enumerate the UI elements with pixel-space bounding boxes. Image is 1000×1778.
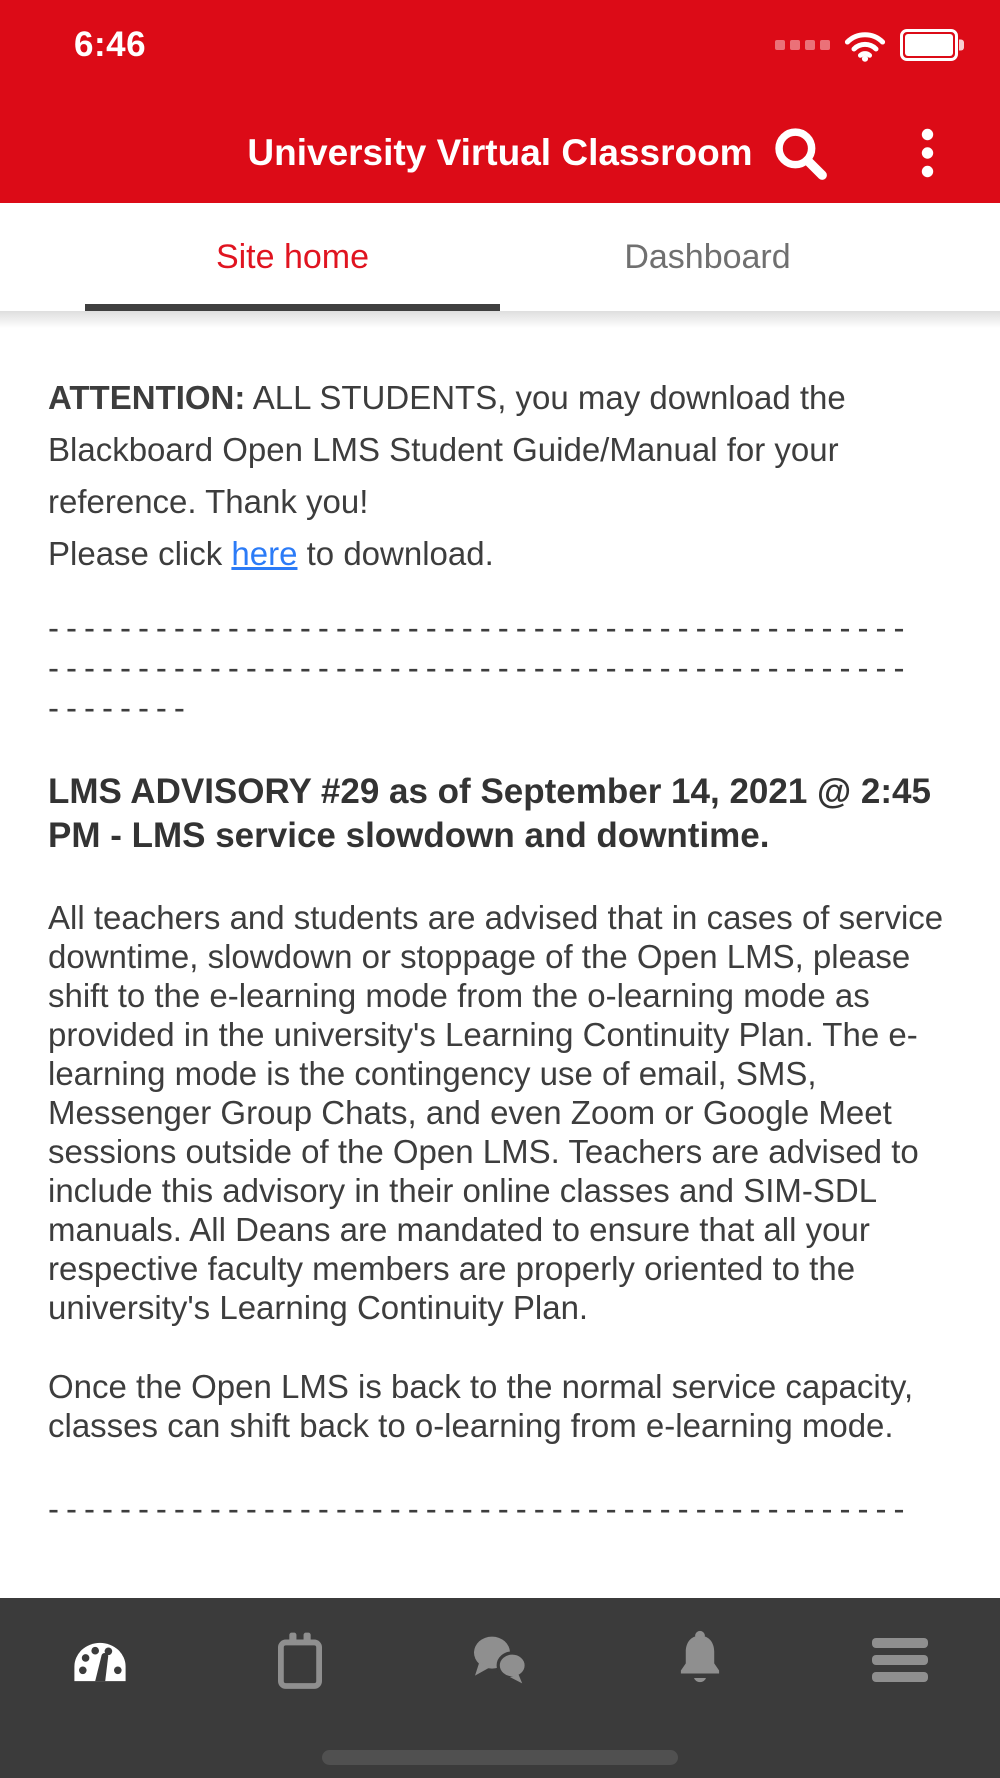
search-button[interactable] <box>762 115 838 191</box>
search-icon <box>769 122 831 184</box>
bottom-nav-row <box>0 1598 1000 1692</box>
tab-dashboard[interactable] <box>500 203 915 311</box>
advisory-heading: LMS ADVISORY #29 as of September 14, 2021 @ 2:45 PM - LMS service slowdown and downtime. <box>48 772 931 855</box>
page-title: University Virtual Classroom <box>247 132 753 173</box>
bell-icon <box>673 1630 727 1690</box>
kebab-menu-icon <box>921 128 934 178</box>
nav-messages-button[interactable] <box>400 1628 600 1692</box>
attention-paragraph: ATTENTION: ALL STUDENTS, you may download the Blackboard Open LMS Student Guide/Manual for your reference. Thank you! Please click here to download. <box>48 379 846 572</box>
tab-site-home[interactable] <box>85 203 500 311</box>
status-bar <box>0 22 1000 68</box>
divider-dashes-bottom: ------------------------------------------------ <box>48 1490 912 1527</box>
tab-site-home-label: Site home <box>215 237 370 276</box>
hamburger-menu-icon <box>872 1638 928 1682</box>
site-announcements <box>0 328 1000 1529</box>
advisory-paragraph-1: All teachers and students are advised that in cases of service downtime, slowdown or stoppage of the Open LMS, please shift to the e-learning mode from the o-learning mode as provided in the university's Learning Continuity Plan. The e-learning mode is the contingency use of email, SMS, Messenger Group Chats, and even Zoom or Google Meet sessions outside of the Open LMS. Teachers are advised to include this advisory in their online classes and SIM-SDL manuals. All Deans are mandated to ensure that all your respective faculty members are properly oriented to the university's Learning Continuity Plan. <box>48 899 944 1326</box>
tab-dashboard-label: Dashboard <box>624 237 791 276</box>
calendar-icon <box>273 1630 327 1690</box>
nav-dashboard-button[interactable] <box>0 1628 200 1692</box>
attention-label: ATTENTION: <box>48 379 246 416</box>
nav-menu-button[interactable] <box>800 1628 1000 1692</box>
chat-bubbles-icon <box>467 1635 533 1685</box>
nav-calendar-button[interactable] <box>200 1628 400 1692</box>
nav-notifications-button[interactable] <box>600 1628 800 1692</box>
app-header <box>0 0 1000 203</box>
status-time: 6:46 <box>74 25 147 64</box>
battery-icon <box>900 29 958 61</box>
advisory-paragraph-2: Once the Open LMS is back to the normal service capacity, classes can shift back to o-learning from e-learning mode. <box>48 1368 914 1444</box>
bottom-navigation <box>0 1598 1000 1778</box>
tab-bar <box>0 203 1000 311</box>
download-link[interactable]: here <box>231 535 298 572</box>
speedometer-icon <box>70 1639 130 1682</box>
cellular-signal-icon <box>775 40 830 50</box>
wifi-icon <box>843 28 887 62</box>
more-options-button[interactable] <box>903 115 951 191</box>
home-indicator[interactable] <box>322 1750 678 1765</box>
tab-bar-shadow <box>0 311 1000 328</box>
toolbar <box>0 103 1000 203</box>
status-icons <box>775 28 958 62</box>
divider-dashes-top: ------------------------------------------------ ------------------------------------------------ -------- <box>48 609 912 726</box>
